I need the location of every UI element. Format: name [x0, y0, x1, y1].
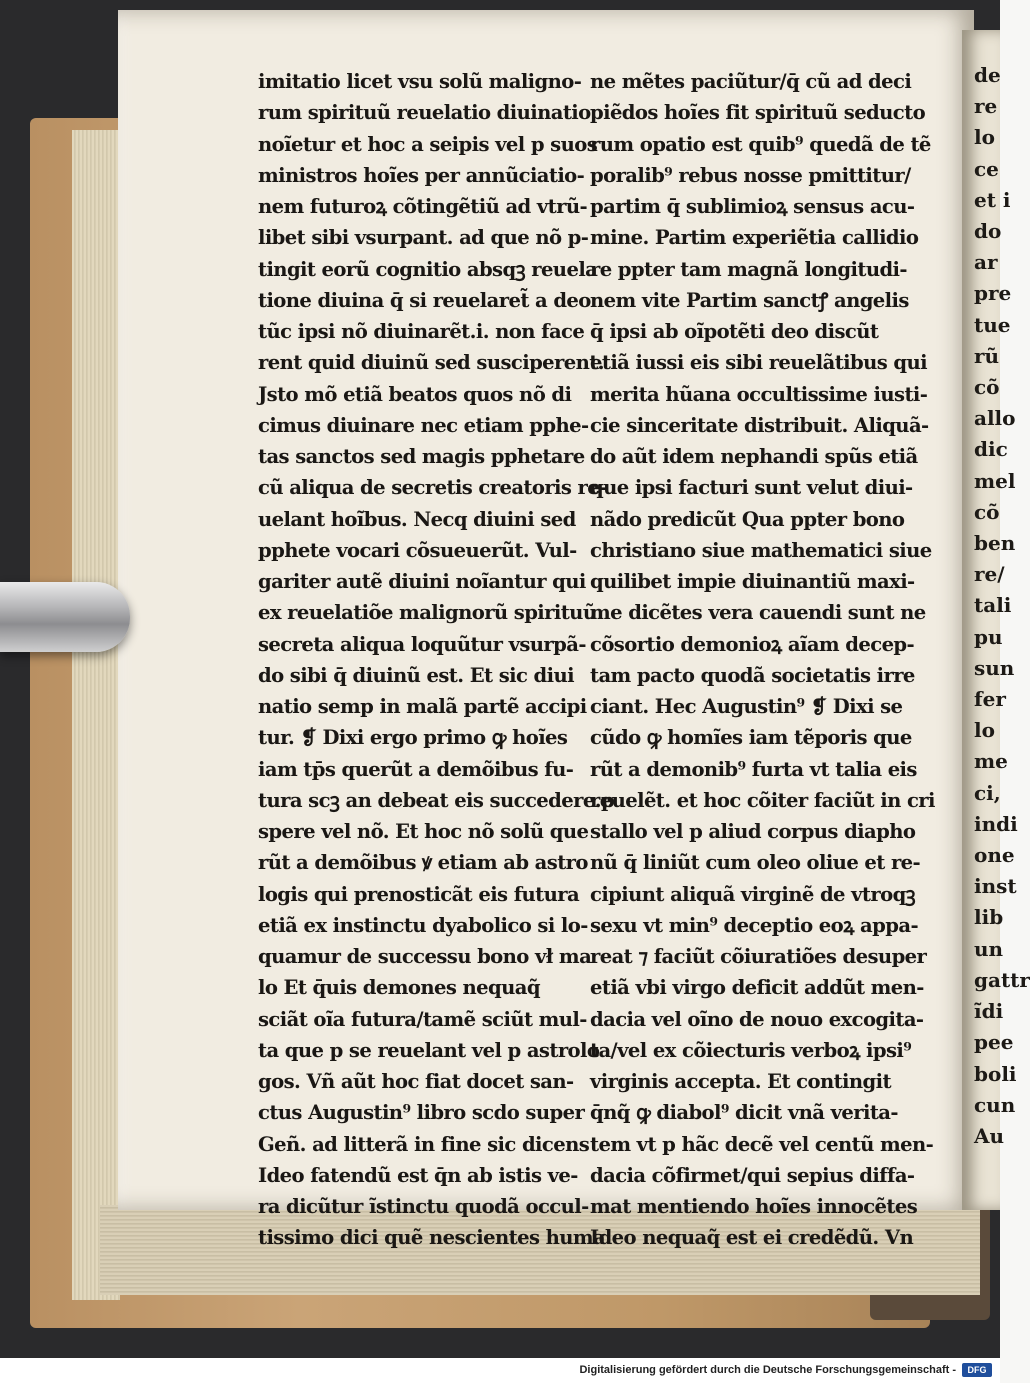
text-line: partim q̄ sublimioꝝ sensus acu- [590, 195, 915, 218]
text-line: sexu vt min⁹ deceptio eoꝝ appa- [590, 913, 918, 937]
text-line: etiã iussi eis sibi reuelãtibus qui [590, 351, 928, 375]
text-line: rum spirituũ reuelatio diuinatio [258, 101, 591, 125]
text-line: tem vt p hãc decẽ vel centũ men- [590, 1132, 934, 1156]
left-text-column [258, 66, 615, 1254]
facing-page [962, 30, 1030, 1210]
page-clamp [0, 582, 130, 652]
text-line: Ideo fatendũ est q̄n ab istis ve- [258, 1163, 578, 1187]
text-line: ne mẽtes paciũtur/q̄ cũ ad deci [590, 70, 912, 93]
text-line: ministros hoĩes per annũciatio- [258, 163, 585, 187]
text-line: q̄ ipsi ab oĩpotẽti deo discũt [590, 320, 879, 343]
facing-page-line: un [974, 936, 1004, 961]
facing-page-line: re/ [974, 562, 1005, 587]
text-line: tingit eorũ cognitio absqꝫ reuela [258, 257, 598, 281]
text-line: tas sanctos sed magis pphetare [258, 445, 585, 468]
facing-page-line: inst [974, 874, 1017, 899]
text-line: cũ aliqua de secretis creatoris re- [258, 476, 607, 500]
text-line: cũdo ꝙ homĩes iam tẽporis que [590, 726, 912, 750]
facing-page-line: tue [974, 312, 1011, 337]
facing-page-line: gattr [974, 967, 1030, 992]
footer-bar [0, 1358, 1000, 1383]
facing-page-line: boli [974, 1061, 1017, 1086]
text-line: cõsortio demonioꝝ aĩam decep- [590, 632, 915, 656]
text-line: libet sibi vsurpant. ad que nõ p- [258, 226, 589, 250]
facing-page-line: pu [974, 624, 1003, 649]
text-line: do sibi q̄ diuinũ est. Et sic diui [258, 663, 574, 687]
text-line: tura scꝫ an debeat eis succedere.p [258, 788, 615, 812]
text-line: rent quid diuinũ sed susciperent. [258, 351, 604, 375]
text-line: merita hũana occultissime iusti- [590, 382, 928, 406]
facing-page-line: pee [974, 1030, 1014, 1055]
facing-page-line: allo [974, 406, 1016, 431]
facing-page-line: re [974, 94, 998, 119]
facing-page-line: sun [974, 655, 1015, 680]
text-line: re ppter tam magnã longitudi- [590, 257, 907, 281]
text-line: que ipsi facturi sunt velut diui- [590, 476, 913, 500]
facing-page-line: indi [974, 811, 1018, 836]
text-line: virginis accepta. Et contingit [590, 1070, 891, 1093]
text-line: pphete vocari cõsueuerũt. Vul- [258, 538, 577, 562]
text-line: stallo vel p aliud corpus diapho [590, 820, 916, 843]
text-line: lo Et q̄uis demones nequaq̃ [258, 976, 540, 1000]
facing-page-text [962, 60, 1030, 1152]
text-line: tũc ipsi nõ diuinarẽt.i. non face [258, 320, 585, 343]
text-line: uelant hoĩbus. Necq diuini sed [258, 507, 576, 531]
facing-page-line: one [974, 843, 1015, 868]
text-line: rũt a demonib⁹ furta vt talia eis [590, 757, 917, 781]
facing-page-line: ce [974, 156, 999, 181]
text-line: secreta aliqua loquũtur vsurpã- [258, 632, 586, 656]
text-line: mine. Partim experiẽtia callidio [590, 226, 919, 250]
text-line: tam pacto quodã societatis irre [590, 663, 915, 687]
facing-page-line: lo [974, 125, 995, 150]
text-line: ex reuelatiõe malignorũ spirituũ [258, 601, 597, 625]
text-line: gos. Vñ aũt hoc fiat docet san- [258, 1070, 574, 1093]
text-line: nãdo predicũt Qua ppter bono [590, 507, 905, 531]
text-line: cimus diuinare nec etiam pphe- [258, 413, 589, 437]
text-line: ra dicũtur ĩstinctu quodã occul- [258, 1195, 589, 1218]
text-line: q̄nq̃ ꝙ diabol⁹ dicit vnã verita- [590, 1101, 898, 1125]
facing-page-line: tali [974, 593, 1012, 618]
text-line: quilibet impie diuinantiũ maxi- [590, 570, 915, 593]
text-line: gariter autẽ diuini noĩantur qui [258, 570, 586, 593]
text-line: cie sinceritate distribuit. Aliquã- [590, 413, 929, 437]
text-line: reat ⁊ faciũt cõiuratiões desuper [590, 945, 927, 968]
right-text-column [590, 66, 935, 1254]
text-line: rũt a demõibus ꝟ etiam ab astro [258, 851, 588, 875]
text-line: imitatio licet vsu solũ maligno- [258, 70, 582, 93]
facing-page-line: ben [974, 531, 1016, 556]
facing-page-line: ar [974, 250, 998, 275]
text-line: tione diuina q̄ si reuelaret̃ a deo [258, 288, 591, 312]
facing-page-line: cõ [974, 499, 1000, 524]
text-line: etiã vbi virgo deficit addũt men- [590, 976, 924, 1000]
facing-page-line: me [974, 749, 1008, 774]
text-line: nem futuroꝝ cõtingẽtiũ ad vtrũ- [258, 195, 587, 218]
facing-page-line: et i [974, 187, 1011, 212]
facing-page-line: lo [974, 718, 995, 743]
text-line: tissimo dici quẽ nescientes huma [258, 1226, 606, 1250]
text-line: natio semp in malã partẽ accipi [258, 695, 587, 718]
text-line: poralib⁹ rebus nosse pmittitur/ [590, 163, 911, 187]
facing-page-line: pre [974, 281, 1012, 306]
text-line: cipiunt aliquã virginẽ de vtroqꝫ [590, 882, 916, 906]
text-line: spere vel nõ. Et hoc nõ solũ que [258, 820, 589, 843]
dfg-logo: DFG [962, 1363, 992, 1377]
facing-page-line: ĩdi [974, 999, 1004, 1024]
text-line: nem vite Partim sanctꝭ angelis [590, 288, 909, 312]
facing-page-line: rũ [974, 343, 1000, 368]
facing-page-line: fer [974, 687, 1006, 712]
text-line: piẽdos hoĩes fit spirituũ seducto [590, 101, 926, 125]
text-line: ta/vel ex cõiecturis verboꝝ ipsi⁹ [590, 1038, 912, 1062]
text-line: dacia vel oĩno de nouo excogita- [590, 1007, 924, 1031]
facing-page-line: cõ [974, 375, 1000, 400]
text-line: ta que p se reuelant vel p astrolo [258, 1038, 600, 1062]
facing-page-line: Au [974, 1123, 1005, 1148]
text-line: reuelẽt. et hoc cõiter faciũt in cri [590, 788, 935, 812]
text-line: ctus Augustin⁹ libro scdo super [258, 1101, 585, 1125]
facing-page-line: do [974, 219, 1002, 244]
text-line: Geñ. ad litterã in fine sic dicens [258, 1132, 590, 1156]
text-line: Ideo nequaq̃ est ei credẽdũ. Vn [590, 1226, 914, 1250]
text-line: nũ q̄ liniũt cum oleo oliue et re- [590, 851, 921, 875]
text-line: do aũt idem nephandi spũs etiã [590, 445, 918, 468]
text-line: me dicẽtes vera cauendi sunt ne [590, 601, 926, 625]
text-line: logis qui prenosticãt eis futura [258, 882, 580, 906]
text-line: ciant. Hec Augustin⁹ ❡ Dixi se [590, 695, 903, 718]
text-line: iam tp̄s querũt a demõibus fu- [258, 757, 574, 781]
text-line: christiano siue mathematici siue [590, 538, 932, 562]
facing-page-line: cun [974, 1092, 1016, 1117]
text-line: sciãt oĩa futura/tamẽ sciũt mul- [258, 1007, 587, 1031]
text-line: tur. ❡ Dixi ergo primo ꝙ hoĩes [258, 726, 568, 750]
text-line: mat mentiendo hoĩes innocẽtes [590, 1195, 918, 1218]
facing-page-line: dic [974, 437, 1008, 462]
text-line: rum opatio est quib⁹ quedã de tẽ [590, 132, 931, 156]
text-line: noĩetur et hoc a seipis vel p suos [258, 132, 598, 156]
text-line: dacia cõfirmet/qui sepius diffa- [590, 1163, 915, 1187]
text-line: etiã ex instinctu dyabolico si lo- [258, 913, 588, 937]
page-stack-edge [72, 130, 120, 1300]
text-line: Jsto mõ etiã beatos quos nõ di [258, 382, 572, 406]
facing-page-line: de [974, 63, 1001, 87]
text-line: quamur de successu bono vł ma [258, 945, 592, 968]
footer-credit: Digitalisierung gefördert durch die Deutsche Forschungsgemeinschaft - [579, 1364, 956, 1376]
facing-page-line: ci, [974, 780, 1001, 805]
facing-page-line: lib [974, 905, 1004, 930]
facing-page-line: mel [974, 468, 1016, 493]
